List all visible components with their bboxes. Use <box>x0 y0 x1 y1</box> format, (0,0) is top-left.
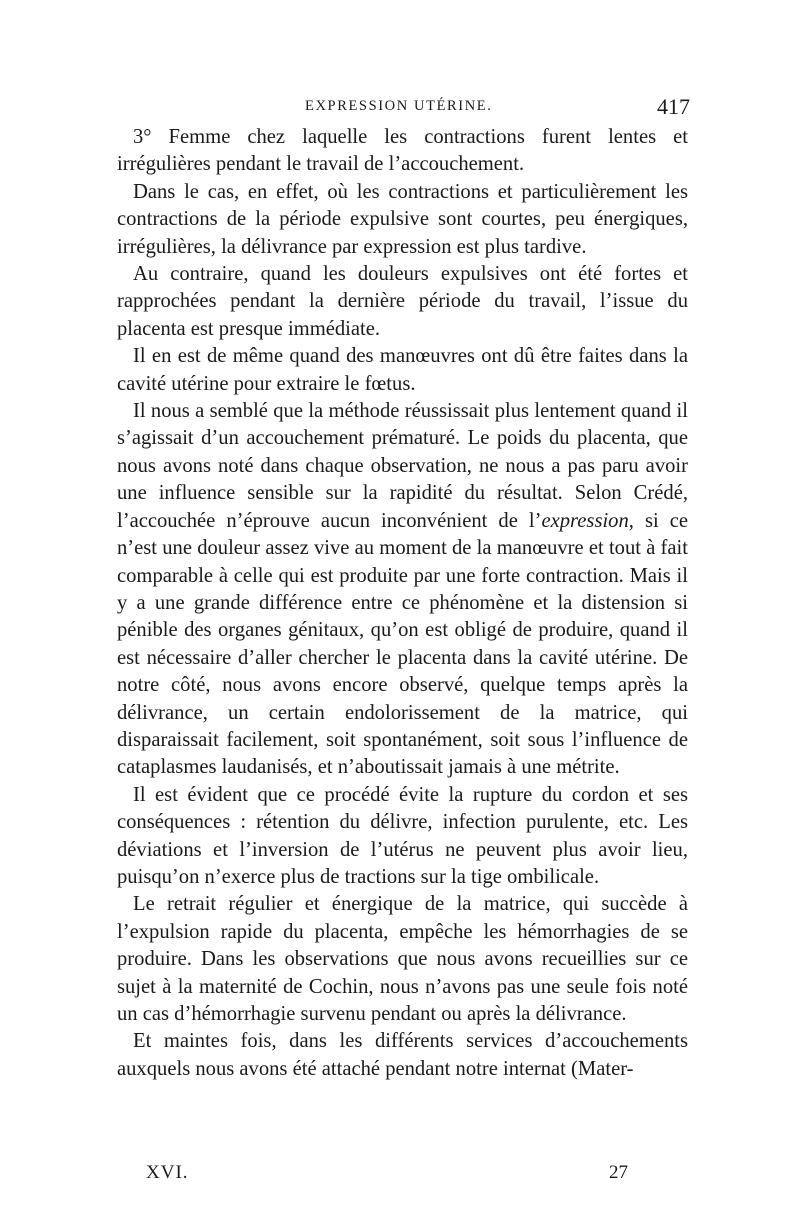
body-text <box>117 124 688 1083</box>
page-number: 417 <box>657 94 690 119</box>
paragraph-7: Le retrait régulier et énergique de la matrice, qui succède à l’expulsion rapide du placenta, empêche les hémorrhagies de se produire. Dans les observations que nous avons recueillies sur ce sujet à la maternité de Cochin, nous n’avons pas une seule fois noté un cas d’hémorrhagie survenu pendant ou après la délivrance. <box>117 893 688 1025</box>
paragraph-5-part-a: Il nous a semblé que la méthode réussissait plus lentement quand il s’agissait d’un accouchement prématuré. Le poids du placenta, que nous avons noté dans chaque observation, ne nous a pas paru avoir une influence sensible sur la rapidité du résultat. Selon Crédé, l’accouchée n’éprouve aucun inconvénient de l’ <box>117 400 688 532</box>
page-footer <box>146 1162 628 1190</box>
paragraph-5-italic-term: expression <box>541 509 629 532</box>
sheet-number: 27 <box>609 1162 628 1183</box>
paragraph-4: Il en est de même quand des manœuvres ont dû être faites dans la cavité utérine pour extraire le fœtus. <box>117 345 688 395</box>
paragraph-2: Dans le cas, en effet, où les contractions et particulièrement les contractions de la période expulsive sont courtes, peu énergiques, irrégulières, la délivrance par expression est plus tardive. <box>117 180 688 258</box>
signature-mark: XVI. <box>146 1162 189 1183</box>
paragraph-5-part-b: , si ce n’est une douleur assez vive au moment de la manœuvre et tout à fait comparable à celle qui est produite par une forte contraction. Mais il y a une grande différence entre ce phénomène et la distension si pénible des organes génitaux, qu’on est obligé de produire, quand il est nécessaire d’aller chercher le placenta dans la cavité utérine. De notre côté, nous avons encore observé, quelque temps après la délivrance, un certain endolorissement de la matrice, qui disparaissait facilement, soit spontanément, soit sous l’influence de cataplasmes laudanisés, et n’aboutissait jamais à une métrite. <box>117 509 688 779</box>
paragraph-5 <box>117 398 688 782</box>
running-title: EXPRESSION UTÉRINE. <box>305 98 493 114</box>
paragraph-6: Il est évident que ce procédé évite la rupture du cordon et ses conséquences : rétention du délivre, infection purulente, etc. Les déviations et l’inversion de l’utérus ne peuvent plus avoir lieu, puisqu’on n’exerce plus de tractions sur la tige ombilicale. <box>117 783 688 888</box>
paragraph-1: 3° Femme chez laquelle les contractions furent lentes et irrégulières pendant le travail de l’accouchement. <box>117 126 688 176</box>
running-head <box>120 94 690 122</box>
paragraph-8: Et maintes fois, dans les différents services d’accouchements auxquels nous avons été attaché pendant notre internat (Mater- <box>117 1030 688 1080</box>
paragraph-3: Au contraire, quand les douleurs expulsives ont été fortes et rapprochées pendant la dernière période du travail, l’issue du placenta est presque immédiate. <box>117 263 688 340</box>
